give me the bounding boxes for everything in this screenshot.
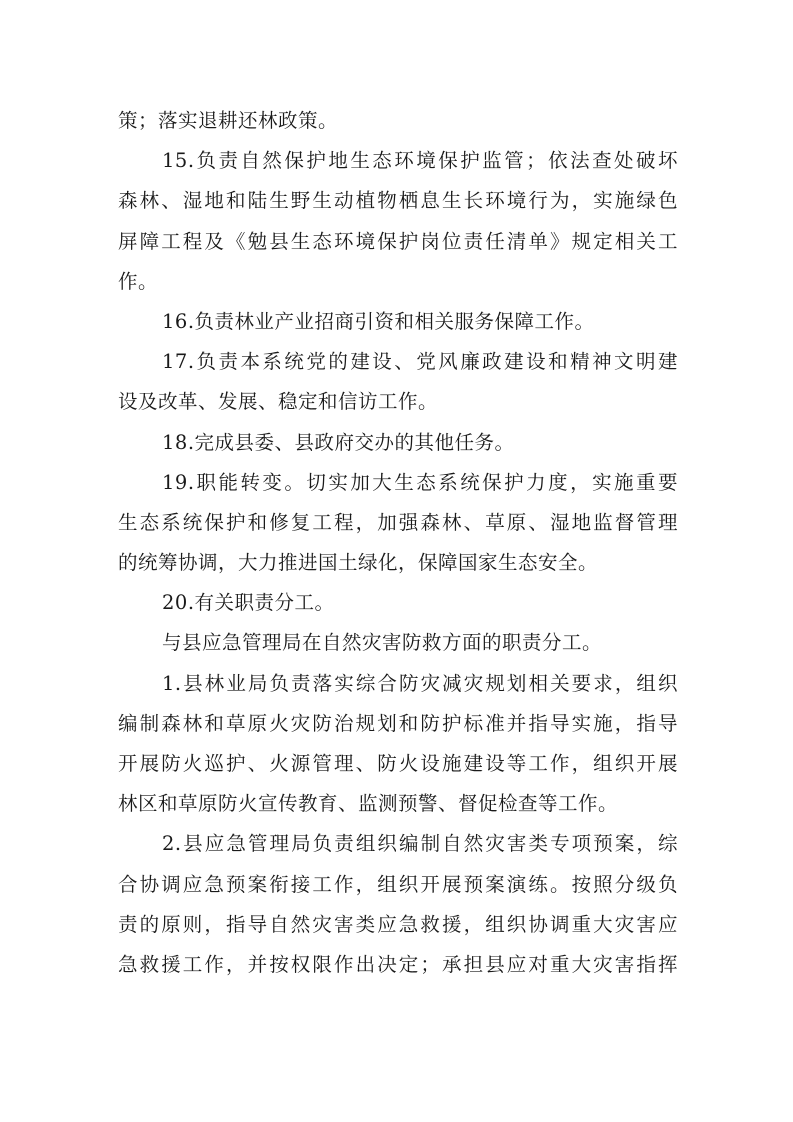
text-line: 策；落实退耕还林政策。 <box>118 109 339 132</box>
text-line: 林区和草原防火宣传教育、监测预警、督促检查等工作。 <box>118 792 619 816</box>
text-line: 森林、湿地和陆生野生动植物栖息生长环境行为，实施绿色 <box>118 189 678 213</box>
text-line: 合协调应急预案衔接工作，组织开展预案演练。按照分级负 <box>118 872 678 896</box>
text-line: 编制森林和草原火灾防治规划和防护标准并指导实施，指导 <box>118 711 678 735</box>
text-line: 设及改革、发展、稳定和信访工作。 <box>118 390 439 414</box>
text-line: 与县应急管理局在自然灾害防救方面的职责分工。 <box>162 631 603 655</box>
text-line: 19.职能转变。切实加大生态系统保护力度，实施重要 <box>162 470 678 494</box>
text-line: 1.县林业局负责落实综合防灾减灾规划相关要求，组织 <box>162 671 678 695</box>
text-line: 生态系统保护和修复工程，加强森林、草原、湿地监督管理 <box>118 510 678 534</box>
text-line: 15.负责自然保护地生态环境保护监管；依法查处破坏 <box>162 149 678 173</box>
text-line: 的统筹协调，大力推进国土绿化，保障国家生态安全。 <box>118 551 599 575</box>
text-line: 开展防火巡护、火源管理、防火设施建设等工作，组织开展 <box>118 752 678 775</box>
text-line: 20.有关职责分工。 <box>162 591 335 615</box>
document-page <box>118 101 678 985</box>
text-line: 16.负责林业产业招商引资和相关服务保障工作。 <box>162 309 595 333</box>
text-line: 责的原则，指导自然灾害类应急救援，组织协调重大灾害应 <box>118 912 678 936</box>
text-line: 屏障工程及《勉县生态环境保护岗位责任清单》规定相关工 <box>118 229 678 253</box>
text-line: 17.负责本系统党的建设、党风廉政建设和精神文明建 <box>162 350 678 374</box>
text-line: 2.县应急管理局负责组织编制自然灾害类专项预案，综 <box>162 832 678 856</box>
text-line: 18.完成县委、县政府交办的其他任务。 <box>162 430 515 454</box>
text-line: 作。 <box>118 269 159 293</box>
text-line: 急救援工作，并按权限作出决定；承担县应对重大灾害指挥 <box>118 952 678 976</box>
